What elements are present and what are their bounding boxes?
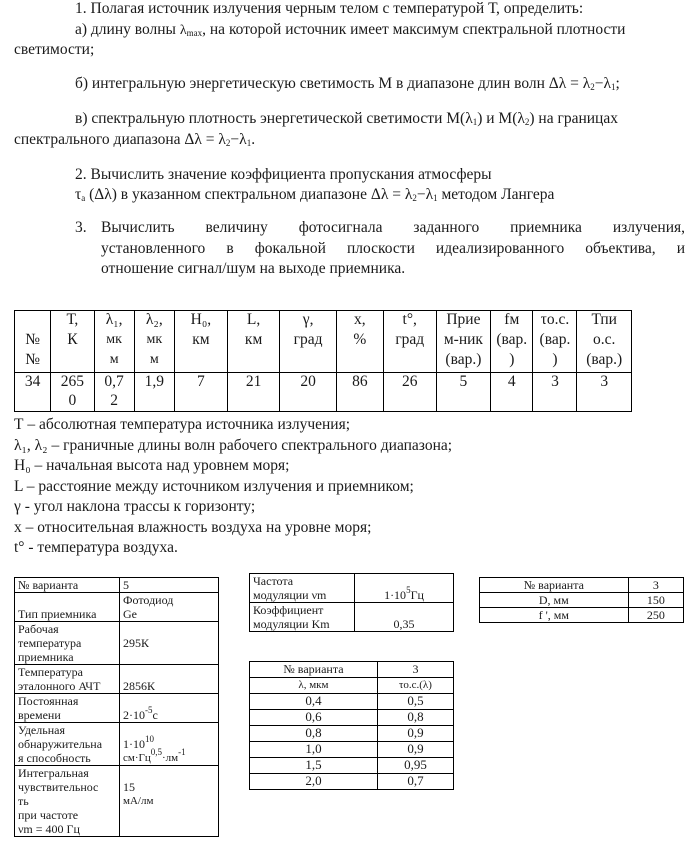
label-line: я способность bbox=[18, 751, 91, 765]
transmission-variant-value: 3 bbox=[377, 662, 453, 678]
variable-legend bbox=[14, 415, 452, 559]
unit-part: см·Гц bbox=[123, 752, 151, 764]
label-line: времени bbox=[18, 708, 61, 722]
header-line: % bbox=[353, 331, 367, 348]
value-line: 5 bbox=[459, 373, 468, 390]
receiver-sensitivity-value bbox=[120, 766, 219, 837]
value-line: 21 bbox=[245, 373, 262, 390]
header-line: м bbox=[109, 352, 119, 367]
label-line: Коэффициент bbox=[253, 603, 324, 617]
unit-exponent: -1 bbox=[178, 747, 186, 757]
label-line: Постоянная bbox=[18, 694, 79, 708]
value-line bbox=[137, 392, 172, 411]
optics-transmission-table bbox=[249, 661, 454, 790]
subscript-1: 1 bbox=[246, 138, 252, 148]
parameters-data-row bbox=[15, 373, 632, 412]
parameters-header-cell bbox=[491, 311, 533, 373]
lens-row bbox=[480, 608, 684, 623]
transmission-header-row bbox=[250, 678, 454, 694]
receiver-type-label: Тип приемника bbox=[15, 593, 120, 622]
label-line: температура bbox=[18, 636, 82, 650]
minus-lambda: −λ bbox=[230, 131, 247, 148]
value-line: 4 bbox=[507, 373, 516, 390]
transmission-lambda-cell: 1,5 bbox=[250, 758, 378, 774]
receiver-row-variant bbox=[15, 578, 219, 593]
header-line: м bbox=[149, 352, 159, 367]
unit-part: ·лм bbox=[162, 752, 179, 764]
value-line bbox=[439, 392, 488, 411]
value-line: 0 bbox=[68, 392, 77, 409]
transmission-tau-cell: 0,9 bbox=[377, 742, 453, 758]
receiver-work-temp-value: 295К bbox=[120, 622, 219, 665]
value-line bbox=[230, 392, 278, 411]
value-line: 3 bbox=[600, 373, 609, 390]
task-1c-part1: в) спектральную плотность энергетической светимости М(λ bbox=[75, 110, 473, 127]
task-1c-part2: ) и М(λ bbox=[477, 110, 525, 127]
header-line: λ₁, bbox=[105, 311, 123, 328]
value-line bbox=[493, 392, 530, 411]
receiver-ref-temp-label bbox=[15, 665, 120, 694]
header-line: град bbox=[395, 331, 425, 348]
value-number: 15 bbox=[123, 780, 135, 794]
label-line: νm = 400 Гц bbox=[18, 822, 80, 836]
receiver-detectivity-value bbox=[120, 723, 219, 766]
task-1c-cont-main: спектрального диапазона Δλ = λ bbox=[14, 131, 226, 148]
header-line: (вар.) bbox=[445, 351, 482, 368]
task-1b-main: б) интегральную энергетическую светимость М в диапазоне длин волн Δλ = λ bbox=[75, 75, 591, 92]
label-line: Частота bbox=[253, 574, 294, 588]
lens-label: D, мм bbox=[480, 593, 629, 608]
value-base: 2·10 bbox=[123, 708, 145, 722]
transmission-lambda-cell: 0,8 bbox=[250, 726, 378, 742]
receiver-row-ref-temp bbox=[15, 665, 219, 694]
header-line: о.с. bbox=[593, 331, 616, 348]
value-exponent: 5 bbox=[406, 585, 411, 595]
task-1c-continuation bbox=[14, 131, 255, 149]
value-line bbox=[282, 392, 333, 411]
transmission-lambda-cell: 2,0 bbox=[250, 774, 378, 790]
minus-lambda: −λ bbox=[416, 186, 434, 203]
period: . bbox=[251, 131, 256, 148]
value-line bbox=[386, 392, 434, 411]
header-line: Тпи bbox=[591, 311, 617, 328]
parameters-value-cell bbox=[436, 373, 490, 412]
lens-value: 250 bbox=[628, 608, 683, 623]
parameters-header-cell bbox=[280, 311, 336, 373]
value-base: 1·10 bbox=[123, 737, 145, 751]
parameters-table bbox=[14, 310, 632, 412]
value-line: 20 bbox=[300, 373, 316, 390]
value-line: 2 bbox=[110, 392, 118, 409]
receiver-time-const-label bbox=[15, 694, 120, 723]
subscript-2: 2 bbox=[412, 193, 417, 203]
modulation-row-coefficient bbox=[250, 603, 454, 632]
transmission-tau-cell: 0,95 bbox=[377, 758, 453, 774]
label-line: при частоте bbox=[18, 808, 79, 822]
tau-symbol: τ bbox=[75, 186, 82, 203]
parameters-value-cell bbox=[383, 373, 436, 412]
header-line bbox=[230, 351, 278, 371]
task-1b-end: ; bbox=[615, 75, 620, 92]
legend-item-l: L – расстояние между источником излучения и приемником; bbox=[14, 477, 414, 495]
transmission-variant-row bbox=[250, 662, 454, 678]
receiver-row-time-const bbox=[15, 694, 219, 723]
task-3-line1: Вычислить величину фотосигнала заданного приемника излучения, bbox=[101, 219, 685, 236]
header-line: км bbox=[192, 331, 210, 348]
transmission-row bbox=[250, 742, 454, 758]
modulation-frequency-label bbox=[250, 574, 355, 603]
task-1a-text bbox=[75, 21, 625, 40]
modulation-table bbox=[249, 573, 454, 632]
value-base: 1·10 bbox=[384, 588, 407, 602]
header-line bbox=[53, 351, 91, 371]
modulation-coefficient-label bbox=[250, 603, 355, 632]
header-line bbox=[17, 311, 48, 331]
header-line bbox=[177, 351, 225, 371]
receiver-row-detectivity bbox=[15, 723, 219, 766]
header-line: fм bbox=[504, 311, 520, 328]
header-line: L, bbox=[246, 311, 261, 328]
task-1a-prefix: а) длину волны bbox=[75, 21, 180, 38]
task-3-line3: отношение сигнал/шум на выходе приемника. bbox=[101, 260, 406, 277]
header-line: t°, bbox=[402, 311, 417, 328]
receiver-type-line2: Ge bbox=[123, 607, 137, 621]
modulation-coefficient-value: 0,35 bbox=[355, 603, 454, 632]
subscript-1: 1 bbox=[611, 82, 616, 92]
lens-label: № варианта bbox=[480, 578, 629, 593]
receiver-row-work-temp bbox=[15, 622, 219, 665]
label-line: чувствительнос bbox=[18, 780, 99, 794]
header-line: К bbox=[67, 331, 78, 348]
header-line: град bbox=[293, 331, 323, 348]
header-line: Т, bbox=[66, 311, 79, 328]
value-line: 0,7 bbox=[104, 373, 124, 390]
label-line: Удельная bbox=[18, 723, 65, 737]
lens-table bbox=[479, 577, 684, 623]
subscript-2: 2 bbox=[225, 138, 231, 148]
value-line: 86 bbox=[352, 373, 368, 390]
tau-subscript: a bbox=[81, 193, 86, 203]
receiver-variant-label: № варианта bbox=[15, 578, 120, 593]
receiver-row-sensitivity bbox=[15, 766, 219, 837]
transmission-variant-label: № варианта bbox=[250, 662, 378, 678]
value-line: 1,9 bbox=[144, 373, 164, 390]
modulation-frequency-value bbox=[355, 574, 454, 603]
minus-lambda: −λ bbox=[594, 75, 612, 92]
receiver-detectivity-label bbox=[15, 723, 120, 766]
value-line bbox=[339, 392, 381, 411]
receiver-table bbox=[14, 577, 219, 837]
task-1c-part3: ) на границах bbox=[529, 110, 618, 127]
transmission-tau-cell: 0,9 bbox=[377, 726, 453, 742]
label-line: приемника bbox=[18, 650, 74, 664]
unit-exponent: 0,5 bbox=[150, 747, 163, 757]
parameters-value-cell bbox=[280, 373, 336, 412]
legend-item-gamma: γ - угол наклона трассы к горизонту; bbox=[14, 498, 256, 515]
parameters-value-cell bbox=[134, 373, 174, 412]
label-line: Температура bbox=[18, 665, 83, 679]
value-unit: с bbox=[152, 708, 158, 722]
header-line: № bbox=[25, 331, 40, 348]
header-line: (вар.) bbox=[586, 351, 623, 368]
receiver-variant-value: 5 bbox=[120, 578, 219, 593]
task-2-line2 bbox=[75, 186, 554, 204]
parameters-value-cell bbox=[51, 373, 94, 412]
value-exponent: -5 bbox=[145, 705, 153, 715]
subscript-1: 1 bbox=[472, 117, 478, 127]
receiver-sensitivity-label bbox=[15, 766, 120, 837]
parameters-value-cell bbox=[491, 373, 533, 412]
task-1c-text bbox=[75, 110, 618, 128]
transmission-tau-cell: 0,8 bbox=[377, 710, 453, 726]
transmission-lambda-header: λ, мкм bbox=[250, 678, 378, 694]
label-line: Рабочая bbox=[18, 622, 59, 636]
subscript-2: 2 bbox=[524, 117, 530, 127]
label-line: ть bbox=[18, 794, 29, 808]
value-line: 7 bbox=[196, 373, 205, 390]
receiver-row-type bbox=[15, 593, 219, 622]
parameters-header-cell bbox=[227, 311, 280, 373]
header-line: x, bbox=[354, 311, 366, 328]
parameters-value-cell bbox=[336, 373, 383, 412]
value-line: 26 bbox=[402, 373, 418, 390]
parameters-header-cell bbox=[15, 311, 51, 373]
parameters-header-row bbox=[15, 311, 632, 373]
transmission-row bbox=[250, 694, 454, 710]
parameters-header-cell bbox=[577, 311, 632, 373]
header-line: № bbox=[25, 351, 40, 368]
value-line: 34 bbox=[24, 373, 41, 390]
task-2-heading: 2. Вычислить значение коэффициента пропускания атмосферы bbox=[75, 166, 492, 183]
parameters-header-cell bbox=[533, 311, 577, 373]
receiver-work-temp-label bbox=[15, 622, 120, 665]
lens-label: f ', мм bbox=[480, 608, 629, 623]
transmission-row bbox=[250, 726, 454, 742]
lens-row bbox=[480, 593, 684, 608]
value-line bbox=[17, 392, 48, 411]
task-2-line2-end: методом Лангера bbox=[437, 186, 555, 203]
task-3-number: 3. bbox=[75, 219, 87, 236]
parameters-value-cell bbox=[15, 373, 51, 412]
parameters-header-cell bbox=[336, 311, 383, 373]
parameters-value-cell bbox=[227, 373, 280, 412]
value-line bbox=[177, 392, 225, 411]
header-line: γ, bbox=[302, 311, 314, 328]
label-line: Интегральная bbox=[18, 766, 89, 780]
transmission-lambda-cell: 0,6 bbox=[250, 710, 378, 726]
header-line: λ₂, bbox=[145, 311, 163, 328]
header-line: км bbox=[244, 331, 263, 348]
transmission-row bbox=[250, 710, 454, 726]
task-2-line2-main: (Δλ) в указанном спектральном диапазоне Δλ = λ bbox=[85, 186, 413, 203]
header-line: (вар. bbox=[496, 331, 528, 348]
value-line: 3 bbox=[551, 373, 559, 390]
parameters-header-cell bbox=[51, 311, 94, 373]
parameters-header-cell bbox=[436, 311, 490, 373]
value-line bbox=[535, 392, 574, 411]
receiver-ref-temp-value: 2856К bbox=[120, 665, 219, 694]
legend-item-h0: Н₀ – начальная высота над уровнем моря; bbox=[14, 457, 290, 474]
value-line: 265 bbox=[60, 373, 84, 390]
legend-item-t: Т – абсолютная температура источника излучения; bbox=[14, 416, 351, 433]
transmission-tau-cell: 0,7 bbox=[377, 774, 453, 790]
value-exponent: 10 bbox=[145, 734, 154, 744]
subscript-1: 1 bbox=[433, 193, 438, 203]
lens-value: 150 bbox=[628, 593, 683, 608]
receiver-type-line1: Фотодиод bbox=[123, 593, 174, 607]
modulation-row-frequency bbox=[250, 574, 454, 603]
legend-item-lambda: λ₁, λ₂ – граничные длины волн рабочего спектрального диапазона; bbox=[14, 436, 453, 454]
transmission-lambda-cell: 1,0 bbox=[250, 742, 378, 758]
header-line: мк bbox=[106, 332, 122, 347]
header-line: τо.с. bbox=[540, 311, 570, 328]
legend-item-t-air: t° - температура воздуха. bbox=[14, 539, 178, 556]
parameters-value-cell bbox=[533, 373, 577, 412]
header-line: мк bbox=[146, 332, 163, 347]
parameters-value-cell bbox=[174, 373, 227, 412]
task-1-heading: 1. Полагая источник излучения черным телом с температурой Т, определить: bbox=[75, 0, 584, 17]
receiver-type-value bbox=[120, 593, 219, 622]
parameters-header-cell bbox=[383, 311, 436, 373]
subscript-2: 2 bbox=[590, 82, 595, 92]
lambda-max-subscript: max bbox=[186, 28, 203, 38]
value-unit: мА/лм bbox=[123, 795, 154, 807]
transmission-tau-header: τo.c.(λ) bbox=[377, 678, 453, 694]
task-1a-rest: , на которой источник имеет максимум спектральной плотности bbox=[202, 21, 626, 38]
legend-item-x: x – относительная влажность воздуха на уровне моря; bbox=[14, 518, 372, 536]
task-1b-text bbox=[75, 75, 620, 93]
header-line: ) bbox=[552, 351, 558, 368]
transmission-tau-cell: 0,5 bbox=[377, 694, 453, 710]
header-line: м-ник bbox=[443, 331, 483, 348]
task-1a-continuation: светимости; bbox=[14, 41, 95, 58]
receiver-time-const-value bbox=[120, 694, 219, 723]
header-line bbox=[282, 351, 333, 371]
header-line: Н₀, bbox=[190, 311, 212, 328]
label-line: обнаружительна bbox=[18, 737, 103, 751]
value-unit: Гц bbox=[410, 588, 424, 602]
parameters-value-cell bbox=[577, 373, 632, 412]
header-line bbox=[386, 351, 434, 371]
parameters-header-cell bbox=[174, 311, 227, 373]
label-line: модуляции Km bbox=[253, 617, 330, 631]
parameters-header-cell bbox=[94, 311, 134, 373]
lambda-symbol: λ bbox=[179, 23, 187, 38]
transmission-row bbox=[250, 774, 454, 790]
header-line: (вар. bbox=[539, 331, 571, 348]
lens-row bbox=[480, 578, 684, 593]
parameters-header-cell bbox=[134, 311, 174, 373]
header-line: Прие bbox=[446, 311, 481, 328]
header-line bbox=[339, 351, 381, 371]
lens-value: 3 bbox=[628, 578, 683, 593]
transmission-lambda-cell: 0,4 bbox=[250, 694, 378, 710]
label-line: модуляции νm bbox=[253, 588, 327, 602]
parameters-value-cell bbox=[94, 373, 134, 412]
task-3-line2: установленного в фокальной плоскости идеализированного объектива, и bbox=[101, 240, 685, 257]
header-line: ) bbox=[509, 351, 515, 368]
value-line bbox=[579, 392, 629, 411]
label-line: эталонного АЧТ bbox=[18, 679, 101, 693]
transmission-row bbox=[250, 758, 454, 774]
